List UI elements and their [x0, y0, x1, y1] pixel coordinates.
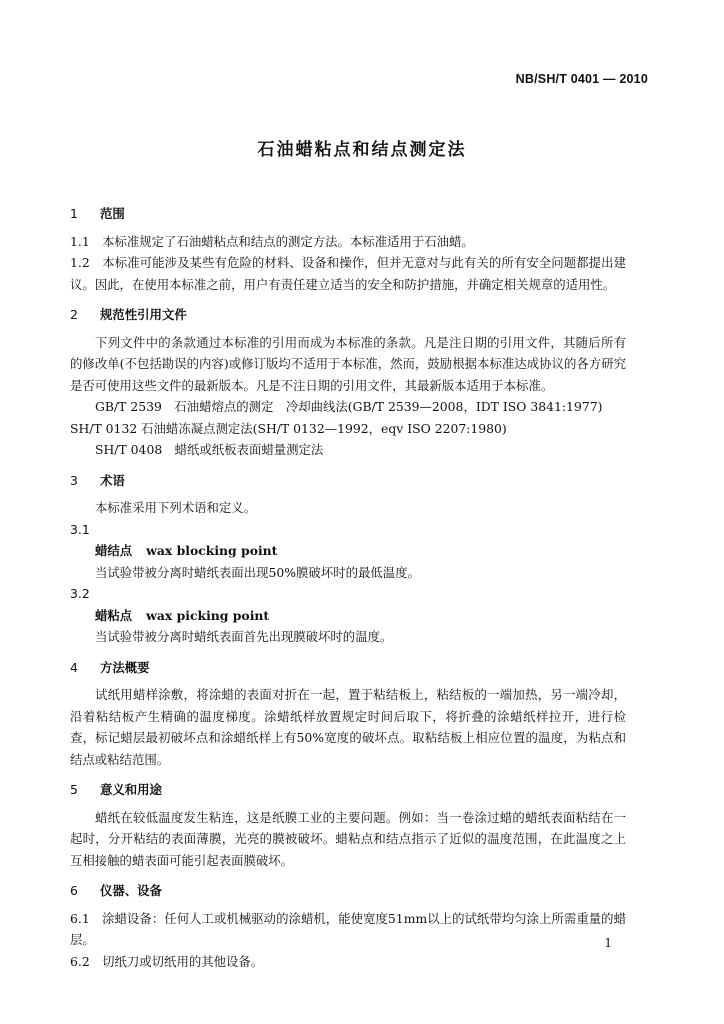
- section-heading-6: 6 仪器、设备: [70, 883, 162, 898]
- term-number-3-1: 3.1: [70, 521, 90, 537]
- document-title: 石油蜡粘点和结点测定法: [257, 140, 467, 160]
- page-number: 1: [604, 936, 612, 950]
- section-heading-4: 4 方法概要: [70, 659, 150, 675]
- term-number-3-2: 3.2: [70, 586, 90, 601]
- term-3-2: 蜡粘点 wax picking point: [95, 607, 270, 623]
- term-3-2-definition: 当试验带被分离时蜡纸表面首先出现膜破坏时的温度。: [95, 629, 393, 644]
- section-heading-1: 1 范围: [70, 206, 125, 221]
- document-body: [70, 203, 626, 972]
- clause-1-2: 1.2 本标准可能涉及某些有危险的材料、设备和操作，但并无意对与此有关的所有安全问题都提出建议。因此，在使用本标准之前，用户有责任建立适当的安全和防护措施，并确定相关规章的适用性。: [70, 255, 626, 292]
- clause-6-1: 6.1 涂蜡设备：任何人工或机械驱动的涂蜡机，能使宽度51mm以上的试纸带均匀涂上所需重量的蜡层。: [70, 910, 626, 947]
- reference-gb-t-2539: GB/T 2539 石油蜡熔点的测定 冷却曲线法(GB/T 2539—2008，IDT ISO 3841:1977) SH/T 0132 石油蜡冻凝点测定法(SH/T 0132—1992，eqv ISO 2207:1980): [70, 399, 603, 436]
- standard-code: NB/SH/T 0401 — 2010: [515, 72, 648, 86]
- clause-1-1: 1.1 本标准规定了石油蜡粘点和结点的测定方法。本标准适用于石油蜡。: [70, 233, 474, 249]
- section-5-paragraph: 蜡纸在较低温度发生粘连，这是纸膜工业的主要问题。例如：当一卷涂过蜡的蜡纸表面粘结在一起时，分开粘结的表面薄膜，光亮的膜被破坏。蜡粘点和结点指示了近似的温度范围，在此温度之上互相接触的蜡表面可能引起表面膜破坏。: [70, 809, 626, 868]
- section-heading-5: 5 意义和用途: [70, 782, 162, 797]
- section-4-paragraph: 试纸用蜡样涂敷，将涂蜡的表面对折在一起，置于粘结板上，粘结板的一端加热，另一端冷却，沿着粘结板产生精确的温度梯度。涂蜡纸样放置规定时间后取下，将折叠的涂蜡纸样拉开，进行检查，标记蜡层最初破坏点和涂蜡纸样上有50%宽度的破坏点。取粘结板上相应位置的温度，为粘点和结点或粘结范围。: [70, 687, 626, 767]
- term-3-1: 蜡结点 wax blocking point: [95, 543, 278, 558]
- term-3-1-definition: 当试验带被分离时蜡纸表面出现50%膜破坏时的最低温度。: [95, 564, 420, 580]
- section-heading-3: 3 术语: [70, 472, 125, 488]
- section-2-paragraph: 下列文件中的条款通过本标准的引用而成为本标准的条款。凡是注日期的引用文件，其随后所有的修改单(不包括勘误的内容)或修订版均不适用于本标准，然而，鼓励根据本标准达成协议的各方研究是否可使用这些文件的最新版本。凡是不注日期的引用文件，其最新版本适用于本标准。: [70, 334, 626, 393]
- section-heading-2: 2 规范性引用文件: [70, 307, 187, 322]
- clause-6-2: 6.2 切纸刀或切纸用的其他设备。: [70, 953, 264, 969]
- section-3-paragraph: 本标准采用下列术语和定义。: [95, 500, 257, 515]
- reference-sh-t-0408: SH/T 0408 蜡纸或纸板表面蜡量测定法: [95, 442, 324, 457]
